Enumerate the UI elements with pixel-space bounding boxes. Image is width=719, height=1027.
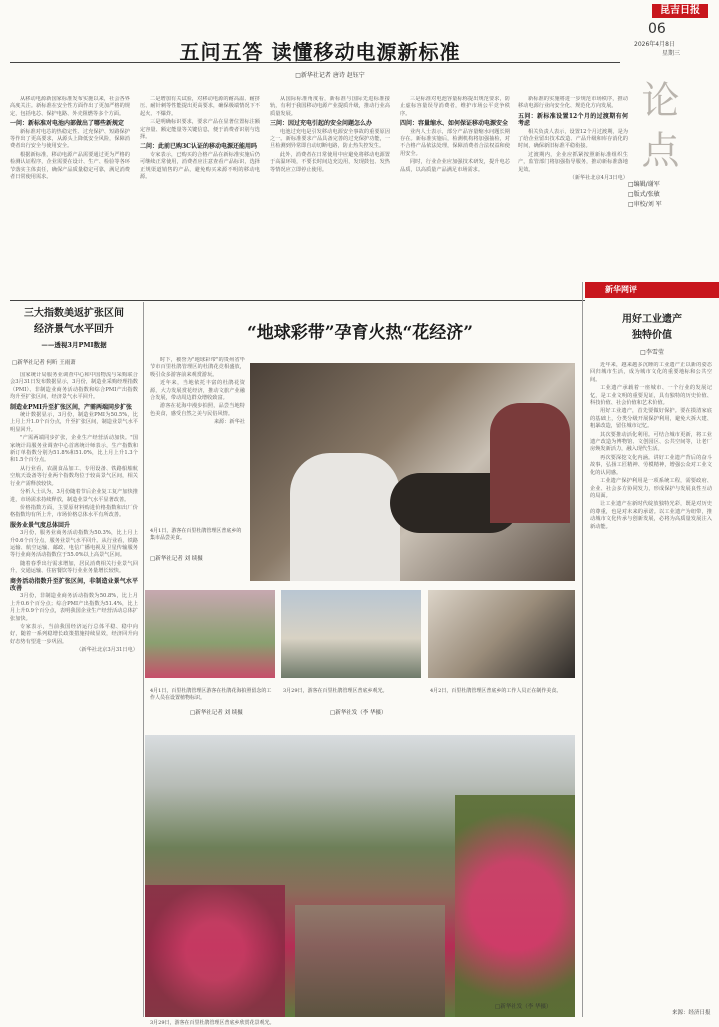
top-article-column-2: 二是增加有关试验，对移动电源的耐高温、耐挤压、耐针刺等性能提出更高要求，确保极端情况下不起火、不爆炸。 三是明确标识要求，要求产品在显著位置标注额定容量、额定能量等关键信息，便于消费者识别与选择。 二问：此前已购3C认证的移动电源还能用吗 专家表示，已购买的合格产品在新标准实施后仍可继续正常使用，消费者应注意查看产品标识，选择正规渠道销售的产品，避免购买来源不明的移动电源。	[140, 96, 260, 181]
main-photo	[250, 363, 575, 581]
bottom-photo-flower-sea	[145, 735, 575, 1017]
photo-figure-cook	[290, 453, 400, 581]
top-article-column-4: 三是标准对电池容量标称提出规范要求，防止虚标容量误导消费者，维护市场公平竞争秩序。 四问：容量缩水、如何保证移动电源安全 业内人士表示，部分产品容量缩水问题长期存在。新标准实施后，检测机构将加强抽检，对不合格产品依法处理，保障消费者合法权益和使用安全。 同时，行业企业应加强技术研发，提升电芯品质，以高质量产品满足市场需求。	[400, 96, 510, 173]
photo-caption: 3月29日，游客在百里杜鹃管理区普底乡观光。	[283, 688, 388, 694]
photo-azalea-bush-right	[455, 795, 575, 1017]
pmi-article-body: 国家统计局服务业调查中心和中国物流与采购联合会3月31日发布数据显示，3月份，制造业采购经理指数（PMI）、非制造业商务活动指数和综合PMI产出指数均升至扩张区间，经济景气水平回升。 制造业PMI升至扩张区间，产需两端同步扩张 统计数据显示，3月份，制造业PMI为50.5%，比上月上升1.0个百分点，升至扩张区间，制造业景气水平明显回升。 "产需两端同步扩张，企业生产经营活动加快。"国家统计局服务业调查中心首席统计师表示，生产指数和新订单指数分别为51.8%和51.0%，比上月上升1.3个和1.5个百分点。 从行业看，农副食品加工、专用设备、铁路船舶航空航天设备等行业两个指数均位于较高景气区间，相关行业产需释放较快。 分析人士认为，3月份随着节后企业复工复产加快推进，市场需求持续释放，制造业景气水平显著改善。 价格指数方面，主要原材料购进价格指数和出厂价格指数均有所上升，市场价格总体水平有所改善。 服务业景气度总体回升 3月份，服务业商务活动指数为50.3%，比上月上升0.6个百分点，服务业景气水平回升。从行业看，铁路运输、航空运输、邮政、电信广播电视及卫星传输服务等行业商务活动指数位于55.0%以上高景气区间。 随着春季出行需求增加，居民消费相关行业景气回升，交通运输、住宿餐饮等行业业务量增长较快。 商务活动指数升至扩张区间，非制造业景气水平改善 3月份，非制造业商务活动指数为50.8%，比上月上升0.6个百分点；综合PMI产出指数为51.4%，比上月上升0.9个百分点，表明我国企业生产经营活动总体扩张加快。 专家表示，当前我国经济运行总体平稳、稳中向好，随着一系列稳增长政策措施持续显效，经济回升向好态势有望进一步巩固。 （新华社北京3月31日电）	[10, 372, 138, 654]
divider	[10, 300, 585, 301]
photo-flower-planting	[145, 590, 275, 678]
top-article-byline: □新华社记者 唐诗 赵钰宁	[295, 72, 365, 79]
newspaper-logo: 昆吉日报	[652, 4, 708, 18]
page-weekday: 星期三	[662, 50, 681, 57]
subhead: 一问：新标准对电池内部做出了哪些新规定	[10, 120, 125, 128]
huajing-article-source: 来源：新华社	[213, 419, 245, 426]
huajing-article-title: “地球彩带”孕育火热“花经济”	[246, 323, 474, 343]
top-article-column-1: 从移动电源新国家标准发布实施以来，社会各界高度关注。新标准在安全性方面作出了更加严格的规定，包括电芯、保护电路、外壳阻燃等多个方面。 一问：新标准对电池内部做出了哪些新规定 新标准对电芯的热稳定性、过充保护、短路保护等作出了更高要求，从源头上降低安全风险，保障消费者出行安全与使用安全。 根据新标准，移动电源产品需要通过更为严格的检测认证程序，企业需要在设计、生产、检验等各环节落实主体责任，确保产品质量稳定可靠，满足消费者日常使用需求。	[10, 96, 130, 181]
subhead: 三问：因过充电引起的安全问题怎么办	[270, 120, 373, 128]
editor-line: □版式/张敏	[628, 191, 660, 198]
pmi-article-title: 三大指数美返扩张区间 经济景气水平回升	[24, 308, 124, 335]
photo-buildings	[281, 590, 421, 678]
pmi-article-subtitle: ——透视3月PMI数据	[41, 341, 107, 349]
photo-credit: □新华社发（李 华摄）	[330, 710, 387, 716]
subhead: 服务业景气度总体回升	[10, 521, 71, 529]
photo-pottery	[428, 590, 575, 678]
page-number: 06	[648, 21, 666, 37]
section-lunzheng-label: 论 点	[635, 80, 679, 169]
photo-caption: 4月1日，百里杜鹃管理区游客在杜鹃花海拍照留念的工作人员在设置植物标识。	[150, 688, 272, 701]
commentary-title: 用好工业遗产 独特价值	[622, 314, 682, 341]
pmi-article-byline: □新华社记者 何昕 王雨萧	[12, 360, 76, 366]
top-article-source: （新华社北京4月3日电）	[569, 175, 628, 182]
editor-line: □审校/刘 军	[628, 201, 662, 208]
bottom-photo-caption: 3月29日，游客在百里杜鹃管理区普底乡欣赏花景观光。	[150, 1020, 275, 1026]
commentary-source: 来源：经济日报	[672, 1010, 711, 1016]
photo-azalea-bush-left	[145, 885, 285, 1017]
page-title: 五问五答 读懂移动电源新标准	[179, 40, 461, 64]
editor-credits	[628, 180, 662, 210]
column-divider	[143, 302, 144, 1017]
main-photo-credit: □新华社记者 刘 续摄	[150, 556, 203, 562]
page-date: 2026年4月8日	[634, 41, 675, 48]
bottom-photo-credit: □新华社发（李 华摄）	[495, 1004, 552, 1010]
subhead: 制造业PMI升至扩张区间，产需两端同步扩张	[10, 403, 132, 411]
column-divider	[582, 282, 583, 1017]
subhead: 四问：容量缩水、如何保证移动电源安全	[400, 120, 509, 128]
xinhua-commentary-banner: 新华网评	[585, 282, 719, 298]
subhead: 二问：此前已购3C认证的移动电源还能用吗	[140, 143, 257, 151]
top-article-column-3: 从国际标准角度看，新标准与国际先进标准接轨，有利于我国移动电源产业提质升级，推动行业高质量发展。 三问：因过充电引起的安全问题怎么办 电池过充电是引发移动电源安全事故的重要原因之一。新标准要求产品具备完善的过充保护功能，一旦检测到异常即自动切断电路，防止热失控发生。 此外，消费者在日常使用中应避免将移动电源置于高温环境，不要长时间边充边用，发现鼓包、发热等情况应立即停止使用。	[270, 96, 390, 173]
photo-figure-visitor	[490, 403, 570, 523]
top-article-column-5: 新标准的实施将进一步规范市场秩序，推动移动电源行业向安全化、规范化方向发展。 五问：新标准设置12个月的过渡期有何考虑 相关负责人表示，设置12个月过渡期，是为了给企业留出技术改造、产品升级和库存消化的时间，确保新旧标准平稳衔接。 过渡期内，企业应抓紧按照新标准组织生产，监管部门将加强指导服务，推动新标准落地见效。 （新华社北京4月3日电）	[518, 96, 628, 182]
subhead: 商务活动指数升至扩张区间，非制造业景气水平改善	[10, 577, 138, 592]
photo-crowd	[295, 905, 445, 1017]
editor-line: □编辑/谢军	[628, 181, 660, 188]
commentary-body: 近年来，越来越多沉睡的工业遗产正以新的姿态回归城市生活，成为城市文化的重要地标和公共空间。 工业遗产承载着一座城市、一个行业的发展记忆，是工业文明的重要见证，具有独特的历史价值、科技价值、社会价值和艺术价值。 用好工业遗产，首先要做好保护。要在摸清家底的基础上，分类分级开展保护利用，避免大拆大建、粗暴改造，留住城市记忆。 其次要推动活化利用。可结合城市更新，将工业遗产改造为博物馆、文创园区、公共空间等，让老厂房焕发新活力，融入现代生活。 再次要深挖文化内涵。讲好工业遗产背后的奋斗故事，弘扬工匠精神、劳模精神，增强公众对工业文化的认同感。 工业遗产保护利用是一项系统工程，需要政府、企业、社会多方协同发力，形成保护与发展良性互动的局面。 让工业遗产在新时代绽放独特光彩，既是对历史的尊重，也是对未来的承诺。以工业遗产为纽带，推动城市文化传承与创新发展，必将为高质量发展注入新动能。	[590, 362, 712, 530]
photo-caption: 4月2日，百里杜鹃管理区普底乡的工作人员正在制作美食。	[430, 688, 562, 694]
huajing-article-body: 时下，被誉为"地球彩带"的贵州省毕节市百里杜鹃管理区的杜鹃花竞相盛放，吸引众多游客前来观赏游玩。 近年来，当地依托丰富的杜鹃花资源，大力发展赏花经济，推动文旅产业融合发展，带动周边群众增收致富。 游客在花海中漫步拍照，品尝当地特色美食，感受自然之美与民俗风情。 来源：新华社	[150, 357, 245, 426]
photo-credit: □新华社记者 刘 续摄	[190, 710, 243, 716]
pmi-article-source: （新华社北京3月31日电）	[76, 647, 138, 654]
commentary-author: □李雪莹	[640, 349, 664, 356]
subhead: 五问：新标准设置12个月的过渡期有何考虑	[518, 112, 628, 128]
main-photo-caption: 4月1日，游客在百里杜鹃管理区普底乡的集市品尝美食。	[150, 528, 242, 541]
